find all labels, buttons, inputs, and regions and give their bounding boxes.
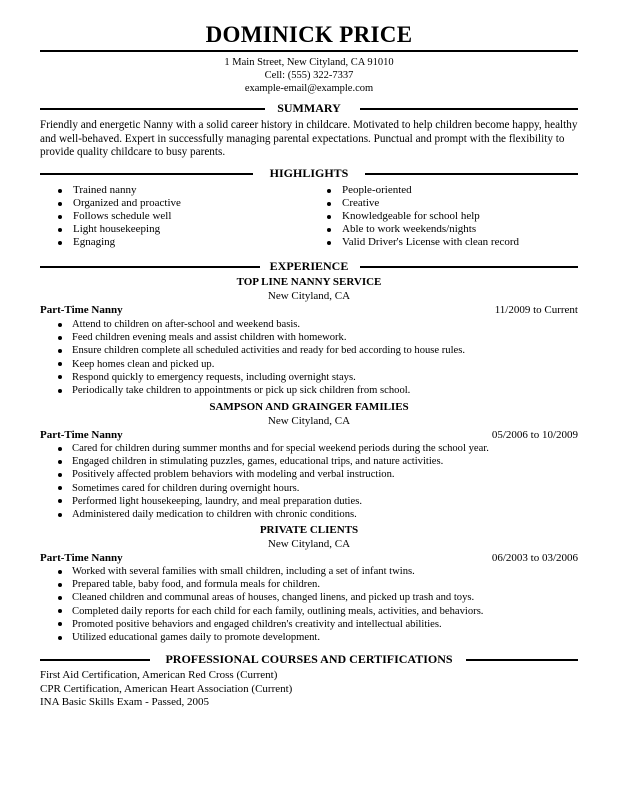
job-title: Part-Time Nanny — [40, 304, 123, 316]
certifications-list — [40, 669, 292, 710]
job-bullets — [58, 318, 578, 397]
list-item: Organized and proactive — [58, 197, 181, 210]
list-item: Attend to children on after-school and weekend basis. — [58, 318, 578, 331]
experience-title: EXPERIENCE — [262, 259, 357, 273]
list-item: INA Basic Skills Exam - Passed, 2005 — [40, 696, 209, 709]
contact-email[interactable]: example-email@example.com — [244, 83, 374, 94]
list-item: Able to work weekends/nights — [327, 223, 519, 236]
list-item: Cleaned children and communal areas of houses, changed linens, and picked up trash and toys. — [58, 591, 578, 604]
list-item: Utilized educational games daily to promote development. — [58, 631, 578, 644]
job-location: New Cityland, CA — [267, 290, 351, 302]
highlights-heading — [40, 166, 578, 180]
list-item: Ensure children complete all scheduled activities and ready for bed according to house rules. — [58, 344, 578, 357]
certifications-title: PROFESSIONAL COURSES AND CERTIFICATIONS — [157, 652, 460, 666]
list-item: Performed light housekeeping, laundry, and meal preparation duties. — [58, 495, 578, 508]
summary-heading — [40, 101, 578, 115]
certifications-heading — [40, 652, 578, 666]
job-bullets — [58, 565, 578, 644]
list-item: Prepared table, baby food, and formula meals for children. — [58, 578, 578, 591]
contact-address: 1 Main Street, New Cityland, CA 91010 — [224, 57, 394, 68]
job-location: New Cityland, CA — [267, 538, 351, 550]
job-dates: 05/2006 to 10/2009 — [491, 429, 578, 441]
list-item: Worked with several families with small children, including a set of infant twins. — [58, 565, 578, 578]
list-item: Follows schedule well — [58, 210, 181, 223]
list-item: Promoted positive behaviors and engaged children's creativity and intellectual abilities. — [58, 618, 578, 631]
highlights-right-list — [327, 184, 519, 249]
job-dates: 06/2003 to 03/2006 — [491, 552, 578, 564]
list-item: Administered daily medication to children with chronic conditions. — [58, 508, 578, 521]
list-item: Respond quickly to emergency requests, including overnight stays. — [58, 371, 578, 384]
list-item: Engaged children in stimulating puzzles, games, educational trips, and nature activities. — [58, 455, 578, 468]
summary-title: SUMMARY — [269, 101, 349, 115]
list-item: Valid Driver's License with clean record — [327, 236, 519, 249]
highlights-left-list — [58, 184, 181, 249]
job-bullets — [58, 442, 578, 521]
list-item: Keep homes clean and picked up. — [58, 358, 578, 371]
list-item: Cared for children during summer months and for special weekend periods during the school year. — [58, 442, 578, 455]
job-title: Part-Time Nanny — [40, 552, 123, 564]
list-item: Light housekeeping — [58, 223, 181, 236]
experience-heading — [40, 259, 578, 273]
header-rule — [40, 50, 578, 52]
summary-text: Friendly and energetic Nanny with a solid career history in childcare. Motivated to help children become happy, healthy and well-behaved. Expert in successfully managing parental expectations. Punctual and prompt with the flexibility to provide quality childcare to busy parents. — [40, 119, 578, 159]
list-item: Creative — [327, 197, 519, 210]
candidate-name: DOMINICK PRICE — [205, 22, 413, 47]
list-item: CPR Certification, American Heart Association (Current) — [40, 682, 293, 695]
highlights-title: HIGHLIGHTS — [262, 166, 357, 180]
list-item: Egnaging — [58, 236, 181, 249]
job-dates: 11/2009 to Current — [494, 304, 578, 316]
list-item: Completed daily reports for each child for each family, outlining meals, activities, and behaviors. — [58, 605, 578, 618]
list-item: First Aid Certification, American Red Cross (Current) — [40, 669, 278, 681]
contact-phone: Cell: (555) 322-7337 — [264, 70, 354, 81]
list-item: Positively affected problem behaviors with modeling and verbal instruction. — [58, 468, 578, 481]
list-item: People-oriented — [327, 184, 519, 197]
list-item: Knowledgeable for school help — [327, 210, 519, 223]
list-item: Periodically take children to appointments or pick up sick children from school. — [58, 384, 578, 397]
job-location: New Cityland, CA — [267, 415, 351, 427]
job-company: PRIVATE CLIENTS — [259, 524, 359, 536]
job-company: SAMPSON AND GRAINGER FAMILIES — [209, 401, 409, 413]
job-company: TOP LINE NANNY SERVICE — [236, 276, 382, 288]
list-item: Sometimes cared for children during overnight hours. — [58, 482, 578, 495]
job-title: Part-Time Nanny — [40, 429, 123, 441]
list-item: Feed children evening meals and assist children with homework. — [58, 331, 578, 344]
list-item: Trained nanny — [58, 184, 181, 197]
